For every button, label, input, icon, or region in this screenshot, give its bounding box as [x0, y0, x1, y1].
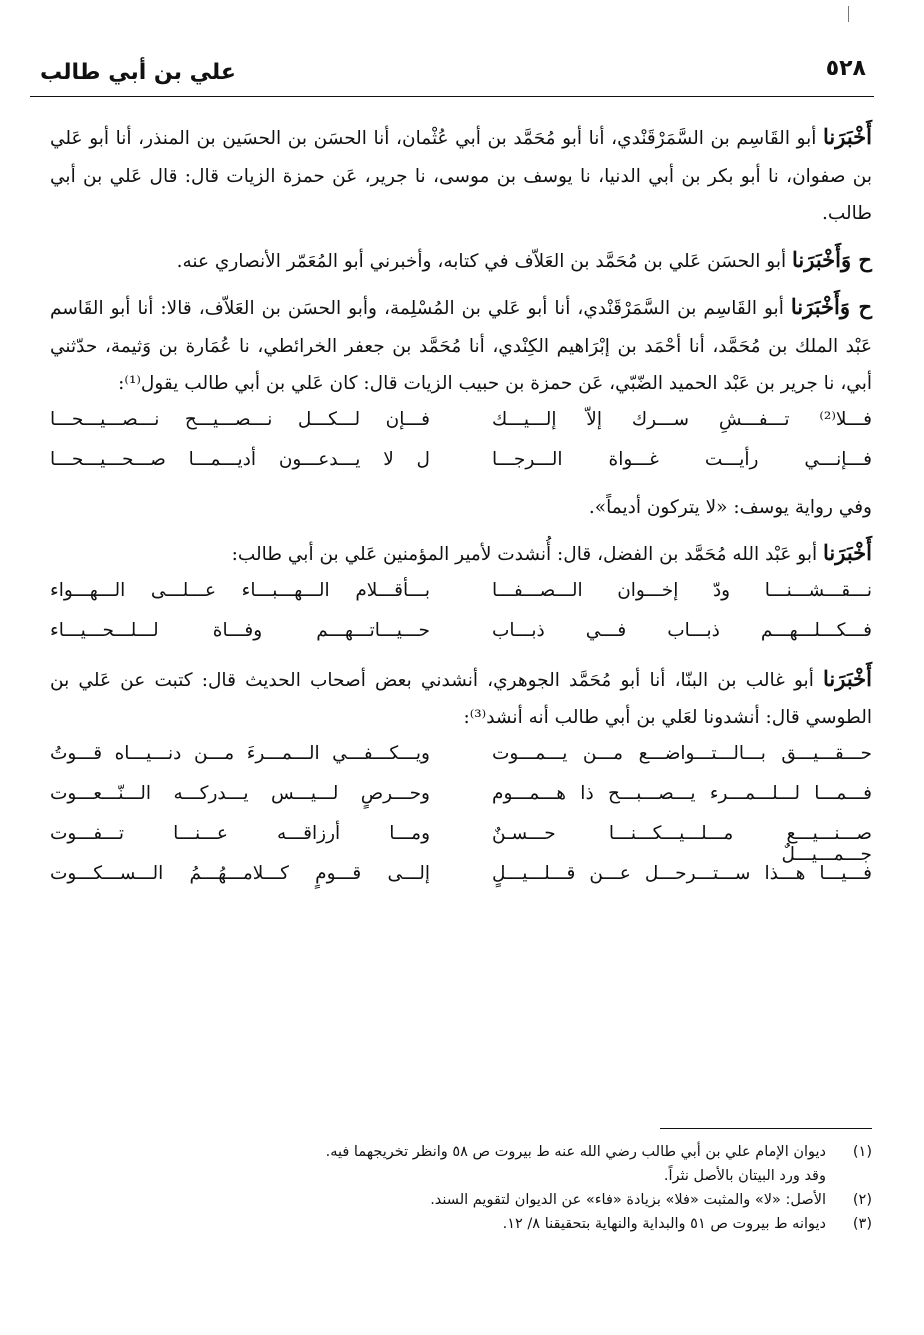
- verse-line: [50, 445, 872, 485]
- verse-first-hemistich: فـــإنـــي رأيـــت غـــواة الـــرجـــا: [492, 448, 872, 470]
- paragraph-3: [50, 288, 872, 403]
- footnote-text: ديوان الإمام علي بن أبي طالب رضي الله عنه ط بيروت ص ٥٨ وانظر تخريجهما فيه.: [325, 1144, 826, 1160]
- verse-line: [50, 779, 872, 819]
- keyword: أَخْبَرَنا: [823, 124, 872, 149]
- keyword: ح وَأَخْبَرَنا: [792, 246, 872, 272]
- verse-first-hemistich: نـــقـــشـــنـــا ودّ إخـــوان الـــصـــفـــا: [492, 579, 872, 601]
- verse-first-hemistich: فـــمـــا لـــلـــمـــرء يـــصـــبـــح ذا هـــمـــوم: [492, 782, 872, 804]
- footnote-number: (٣): [852, 1216, 872, 1232]
- verse-group-3: [50, 739, 872, 899]
- verse-line: [50, 405, 872, 445]
- paragraph-5: [50, 660, 872, 737]
- verse-group-2: [50, 576, 872, 656]
- verse-first-hemistich: فـــلا⁽²⁾ تـــفـــشِ ســـرك إلاّ إلـــيـــك: [492, 408, 872, 430]
- paragraph-text: أبو الحسَن عَلي بن مُحَمَّد بن العَلاّف في كتابه، وأخبرني أبو المُعَمّر الأنصاري عنه.: [176, 250, 792, 272]
- verse-line: [50, 739, 872, 779]
- keyword: أَخْبَرَنا: [823, 540, 872, 565]
- page-header: [30, 58, 874, 98]
- footnotes: [60, 1140, 872, 1236]
- footnote-number: (١): [852, 1144, 872, 1160]
- paragraph-note: وفي رواية يوسف: «لا يتركون أديماً».: [588, 496, 872, 518]
- page-number: ٥٢٨: [825, 56, 866, 81]
- verse-second-hemistich: بـــأقـــلام الـــهـــبـــاء عـــلـــى الـــهـــواء: [50, 579, 430, 601]
- verse-first-hemistich: حـــقـــيـــق بـــالـــتـــواضـــع مـــن يـــمـــوت: [492, 742, 872, 764]
- verse-line: [50, 616, 872, 656]
- verse-first-hemistich: صـــنـــيـــع مـــلـــيـــكـــنـــا حـــسـنٌ جـــمـــيـــلٌ: [492, 822, 872, 865]
- footnote-rule: [660, 1128, 872, 1129]
- keyword: ح وَأَخْبَرَنا: [790, 294, 873, 319]
- verse-line: [50, 576, 872, 616]
- paragraph-text: أبو القَاسِم بن السَّمَرْقَنْدي، أنا أبو عَلي بن المُسْلِمة، وأبو الحسَن بن العَلاّف، قالا: أنا أبو القَاسم عَبْد الملك بن مُحَمَّد، أنا أحْمَد بن إبْرَاهيم الكِنْدي، أنا مُحَمَّد بن جعفر الخرائطي، نا عُمَارة بن وَثيمة، حدّثني أبي، نا جرير بن عَبْد الحميد الضّبّي، عَن حمزة بن حبيب الزيات قال: كان عَلي بن أبي طالب يقول⁽¹⁾:: [50, 298, 872, 394]
- paragraph-2: [50, 241, 872, 281]
- main-text: [50, 118, 872, 903]
- scan-mark: [848, 6, 849, 22]
- verse-second-hemistich: ومـــا أرزاقـــه عـــنـــا تـــفـــوت: [50, 822, 430, 844]
- paragraph-text: أبو غالب بن البنّا، أنا أبو مُحَمَّد الجوهري، أنشدني بعض أصحاب الحديث قال: كتبت عن عَلي بن الطوسي قال: أنشدونا لعَلي بن أبي طالب أنه أنشد⁽³⁾:: [50, 669, 872, 728]
- footnote: [60, 1212, 872, 1236]
- footnote: [60, 1164, 872, 1188]
- footnote-number: (٢): [852, 1192, 872, 1208]
- paragraph-text: أبو عَبْد الله مُحَمَّد بن الفضل، قال: أُنشدت لأمير المؤمنين عَلي بن أبي طالب:: [231, 544, 824, 565]
- running-title: علي بن أبي طالب: [40, 60, 236, 85]
- footnote-text: ديوانه ط بيروت ص ٥١ والبداية والنهاية بتحقيقنا ٨/ ١٢.: [502, 1216, 826, 1232]
- verse-second-hemistich: إلـــى قـــومٍ كـــلامـــهُـــمُ الـــســـكـــوت: [50, 862, 430, 884]
- footnote: [60, 1140, 872, 1164]
- footnote: [60, 1188, 872, 1212]
- verse-first-hemistich: فـــكـــلـــهـــم ذبـــاب فـــي ذبـــاب: [492, 619, 872, 641]
- paragraph-1: [50, 118, 872, 233]
- footnote-number: [826, 1164, 872, 1188]
- keyword: أَخْبَرَنا: [823, 665, 872, 691]
- verse-second-hemistich: وحـــرصٍ لـــيـــس يـــدركـــه الـــنّـــعـــوت: [50, 782, 430, 804]
- verse-first-hemistich: فـــيـــا هـــذا ســـتـــرحـــل عـــن قـــلـــيـــلٍ: [492, 862, 872, 884]
- footnote-text: وقد ورد البيتان بالأصل نثراً.: [663, 1168, 826, 1184]
- verse-second-hemistich: فـــإن لـــكـــل نـــصـــيـــح نـــصـــيـــحـــا: [50, 408, 430, 430]
- verse-group-1: [50, 405, 872, 485]
- verse-second-hemistich: ويـــكـــفـــي الـــمـــرءَ مـــن دنـــيـــاه قـــوتُ: [50, 742, 430, 764]
- verse-second-hemistich: ل لا يـــدعـــون أديـــمـــا صـــحـــيـــحـــا: [50, 448, 430, 470]
- verse-line: [50, 819, 872, 865]
- header-rule: [30, 96, 874, 97]
- verse-line: [50, 859, 872, 899]
- paragraph-4: [50, 534, 872, 574]
- paragraph-text: أبو القَاسِم بن السَّمَرْقَنْدي، أنا أبو مُحَمَّد بن أبي عُثْمان، أنا الحسَن بن الحسَين بن المنذر، أنا أبو عَلي بن صفوان، نا أبو بكر بن أبي الدنيا، نا يوسف بن موسى، نا جرير، عَن حمزة الزيات قال: قال عَلي بن أبي طالب.: [50, 128, 872, 224]
- verse-second-hemistich: حـــيـــاتـــهـــم وفـــاة لـــلـــحـــيـــاء: [50, 619, 430, 641]
- footnote-text: الأصل: «لا» والمثبت «فلا» بزيادة «فاء» عن الديوان لتقويم السند.: [430, 1192, 826, 1208]
